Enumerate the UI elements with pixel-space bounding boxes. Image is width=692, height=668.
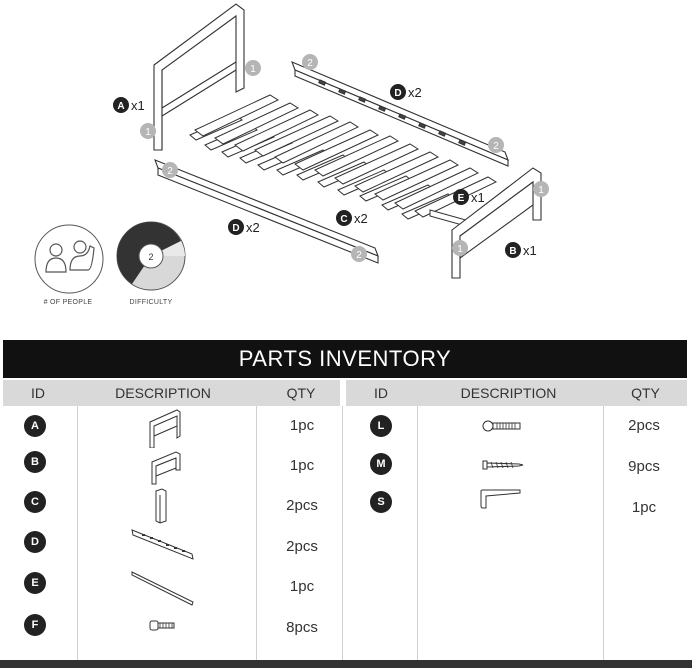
headboard-icon <box>145 408 185 448</box>
part-id-badge: E <box>24 572 46 594</box>
bolt-icon <box>148 618 178 634</box>
assembly-diagram <box>0 0 692 320</box>
badge-a: A <box>117 101 125 112</box>
people-icon <box>35 225 103 293</box>
callout-1: 1 <box>250 64 256 75</box>
badge-d: D <box>232 223 240 234</box>
callout-1: 1 <box>457 244 463 255</box>
callout-2: 2 <box>493 141 499 152</box>
part-id-badge: B <box>24 451 46 473</box>
left-table-header <box>3 380 340 406</box>
footboard-icon <box>148 450 184 486</box>
long-bolt-icon <box>481 418 523 434</box>
part-qty: 2pcs <box>286 497 318 514</box>
part-qty: 2pcs <box>286 538 318 555</box>
badge-b: B <box>509 246 517 257</box>
header-description: DESCRIPTION <box>115 385 211 401</box>
part-qty: 1pc <box>289 417 315 434</box>
badge-c: C <box>340 214 348 225</box>
count-c: x2 <box>354 211 368 226</box>
header-id: ID <box>374 385 388 401</box>
side-rail-icon <box>130 526 196 562</box>
part-id-badge: D <box>24 531 46 553</box>
callout-2: 2 <box>356 250 362 261</box>
badge-e: E <box>457 193 465 204</box>
leg-icon <box>152 487 172 525</box>
count-b: x1 <box>523 243 537 258</box>
part-id-badge: F <box>24 614 46 636</box>
header-qty: QTY <box>631 385 660 401</box>
count-d-bottom: x2 <box>246 220 260 235</box>
badge-d: D <box>394 88 402 99</box>
screw-icon <box>481 458 525 472</box>
center-rail-icon <box>130 568 196 608</box>
difficulty-label: DIFFICULTY <box>129 299 173 306</box>
footer-bar <box>0 660 692 668</box>
count-a: x1 <box>131 98 145 113</box>
part-qty: 2pcs <box>628 417 660 434</box>
part-id-badge: M <box>370 453 392 475</box>
part-qty: 1pc <box>631 499 657 516</box>
part-qty: 1pc <box>289 457 315 474</box>
header-id: ID <box>31 385 45 401</box>
right-table-header <box>346 380 687 406</box>
difficulty-value: 2 <box>148 252 154 262</box>
callout-2: 2 <box>307 58 313 69</box>
callout-1: 1 <box>145 127 151 138</box>
header-description: DESCRIPTION <box>460 385 557 401</box>
callout-1: 1 <box>538 185 544 196</box>
count-d-top: x2 <box>408 85 422 100</box>
part-qty: 1pc <box>289 578 315 595</box>
allen-key-icon <box>478 489 524 511</box>
part-id-badge: C <box>24 491 46 513</box>
header-qty: QTY <box>286 385 316 401</box>
part-id-badge: A <box>24 415 46 437</box>
part-qty: 9pcs <box>628 458 660 475</box>
count-e: x1 <box>471 190 485 205</box>
footboard-part <box>452 168 541 278</box>
part-qty: 8pcs <box>286 619 318 636</box>
callout-2: 2 <box>167 166 173 177</box>
people-label: # OF PEOPLE <box>43 299 93 306</box>
part-id-badge: L <box>370 415 392 437</box>
parts-inventory-title: PARTS INVENTORY <box>3 340 687 378</box>
part-id-badge: S <box>370 491 392 513</box>
